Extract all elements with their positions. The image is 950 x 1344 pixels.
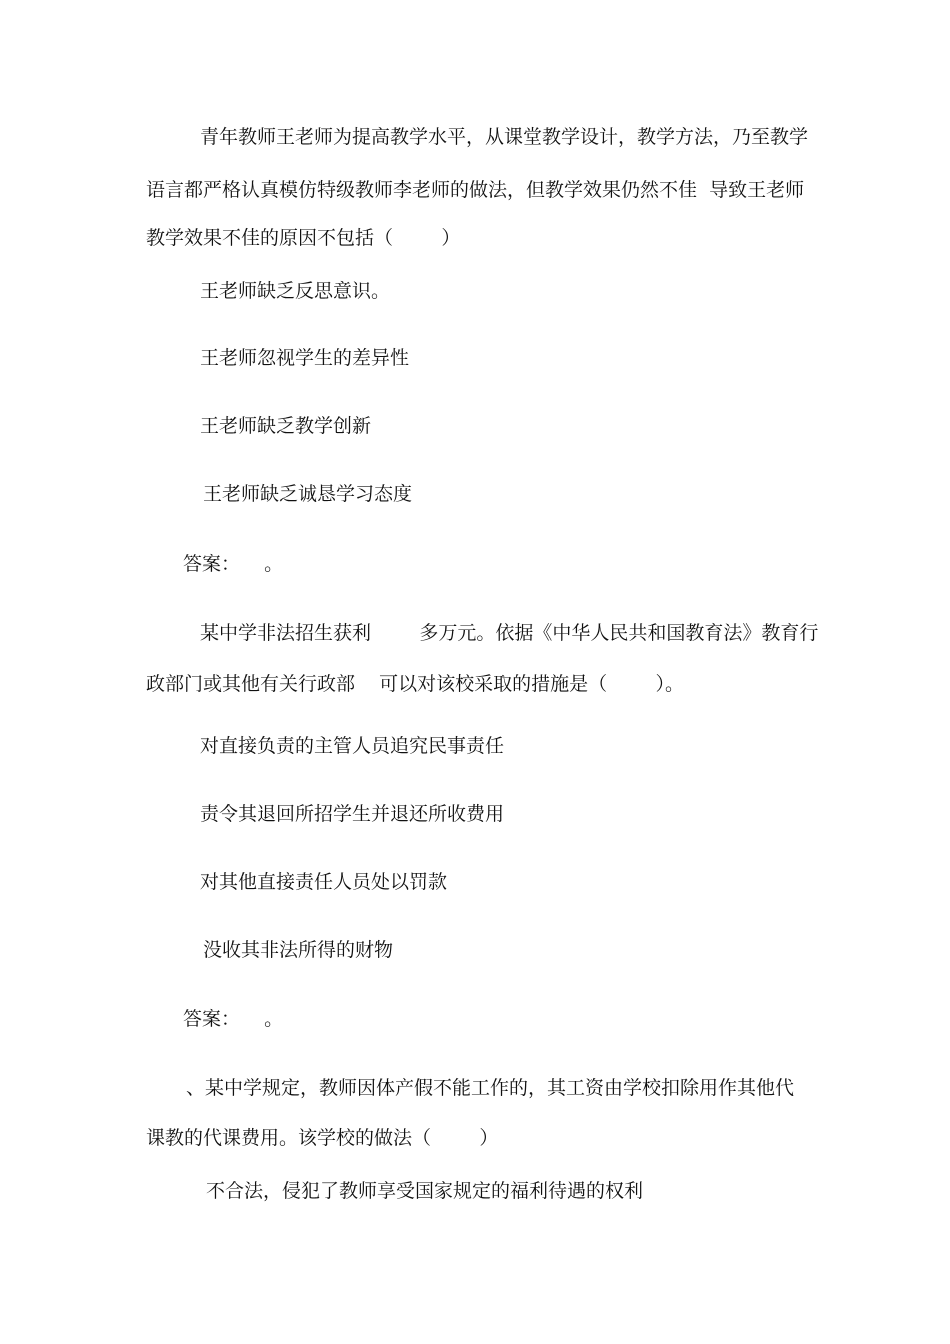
question-2-option-3: 对其他直接责任人员处以罚款 bbox=[200, 871, 448, 893]
question-3-stem-line-1: 、某中学规定，教师因体产假不能工作的，其工资由学校扣除用作其他代 bbox=[186, 1077, 795, 1099]
question-1-answer: 答案： 。 bbox=[183, 553, 284, 575]
question-1-stem-line-2: 语言都严格认真模仿特级教师李老师的做法，但教学效果仍然不佳 导致王老师 bbox=[146, 179, 805, 201]
question-3-option-1: 不合法，侵犯了教师享受国家规定的福利待遇的权利 bbox=[206, 1180, 644, 1202]
question-2-answer: 答案： 。 bbox=[183, 1008, 284, 1030]
question-1-option-4: 王老师缺乏诚恳学习态度 bbox=[203, 483, 413, 505]
question-1-option-2: 王老师忽视学生的差异性 bbox=[200, 347, 410, 369]
question-2-stem-line-2: 政部门或其他有关行政部 可以对该校采取的措施是（ ）。 bbox=[146, 673, 684, 695]
question-2-option-2: 责令其退回所招学生并退还所收费用 bbox=[200, 803, 505, 825]
question-1-stem-line-3: 教学效果不佳的原因不包括（ ） bbox=[146, 227, 461, 249]
question-2-option-4: 没收其非法所得的财物 bbox=[203, 939, 394, 961]
question-2-option-1: 对直接负责的主管人员追究民事责任 bbox=[200, 735, 505, 757]
question-3-stem-line-2: 课教的代课费用。该学校的做法（ ） bbox=[146, 1127, 499, 1149]
question-1-option-1: 王老师缺乏反思意识。 bbox=[200, 280, 391, 302]
question-1-stem-line-1: 青年教师王老师为提高教学水平，从课堂教学设计，教学方法，乃至教学 bbox=[200, 126, 809, 148]
question-2-stem-line-1: 某中学非法招生获利 多万元。依据《中华人民共和国教育法》教育行 bbox=[200, 622, 819, 644]
question-1-option-3: 王老师缺乏教学创新 bbox=[200, 415, 372, 437]
